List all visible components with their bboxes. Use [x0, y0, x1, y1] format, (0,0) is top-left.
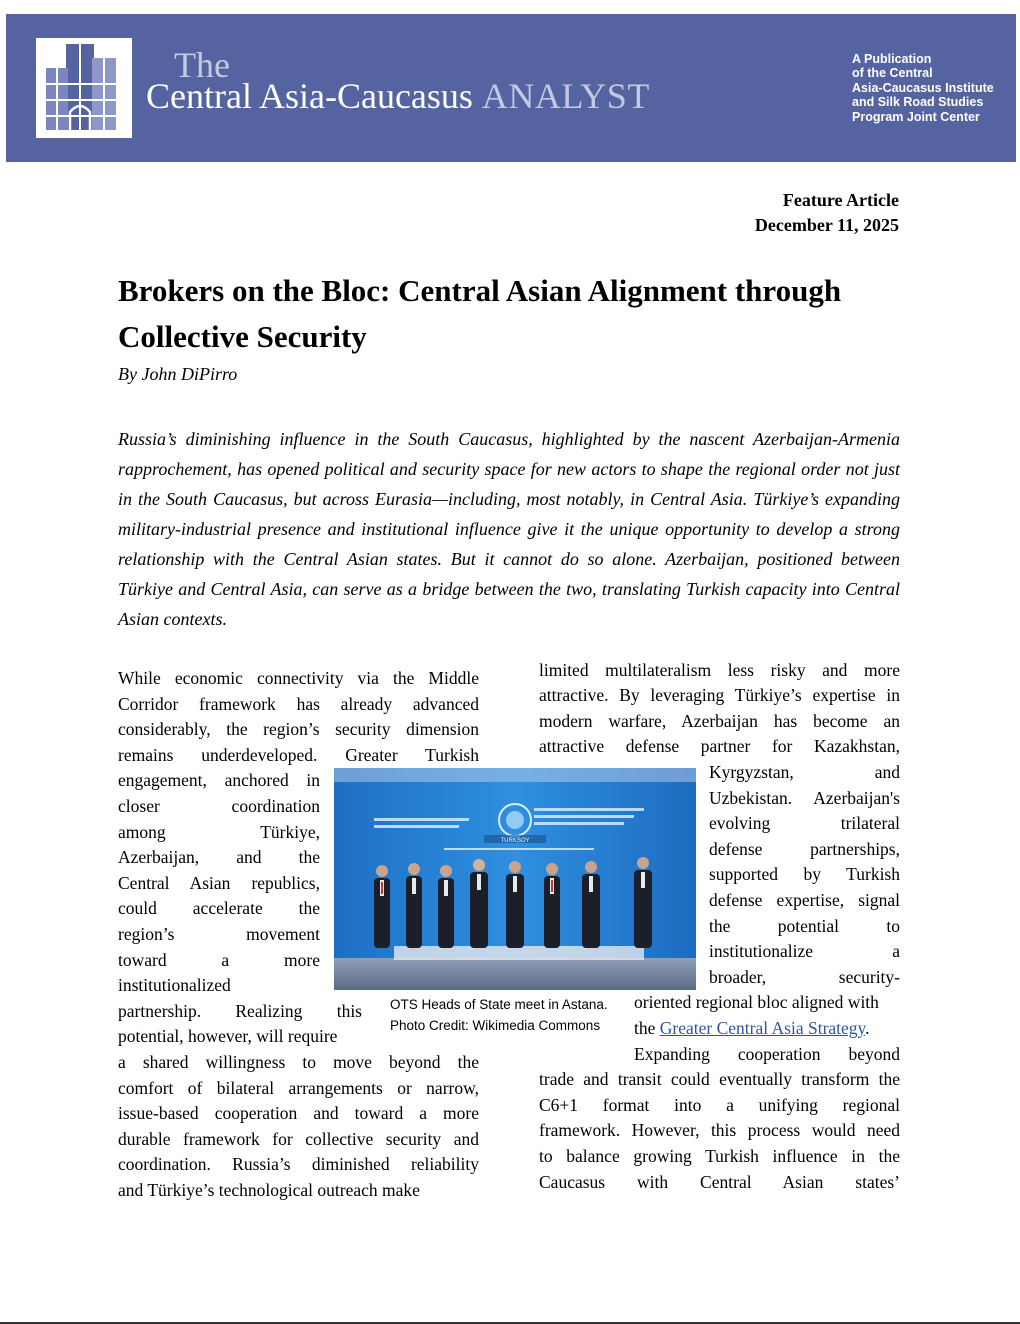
- text-line: could accelerate the: [118, 898, 320, 919]
- text-line: Azerbaijan, and the: [118, 847, 320, 868]
- text-line: Central Asian republics,: [118, 872, 320, 893]
- photo-banner-text: TURKSOY: [500, 838, 530, 844]
- text-line: institutionalized: [118, 975, 231, 996]
- text-line: C6+1 format into a unifying regional: [539, 1094, 900, 1115]
- text-line: toward a more: [118, 949, 320, 970]
- caption-credit: Photo Credit: Wikimedia Commons: [390, 1018, 601, 1033]
- text-line: defense expertise, signal: [709, 889, 900, 910]
- link-suffix: .: [865, 1017, 870, 1038]
- text-line: issue-based cooperation and toward a more: [118, 1103, 479, 1124]
- text-line: considerably, the region’s security dimension: [118, 719, 479, 740]
- text-line: and Türkiye’s technological outreach make: [118, 1179, 420, 1200]
- publication-info: [852, 52, 994, 124]
- text-line: closer coordination: [118, 795, 320, 816]
- text-line: While economic connectivity via the Middle: [118, 668, 479, 688]
- text-line: Caucasus with Central Asian states’: [539, 1171, 900, 1192]
- text-line: durable framework for collective security and: [118, 1128, 479, 1149]
- brand-the: The: [174, 45, 230, 85]
- left-column-bottom: [118, 1050, 479, 1204]
- publication-line: of the Central: [852, 66, 933, 81]
- right-column-mid: [634, 990, 900, 1067]
- abstract: Russia’s diminishing influence in the South Caucasus, highlighted by the nascent Azerbaijan-Armenia rapprochement, has opened political and security space for new actors to shape the regional order not just in the South Caucasus, but across Eurasia—including, most notably, in Central Asia. Türkiye’s expanding military-industrial presence and institutional influence give it the unique opportunity to develop a strong relationship with the Central Asian states. But it cannot do so alone. Azerbaijan, positioned between Türkiye and Central Asia, can serve as a bridge between the two, translating Turkish capacity into Central Asian contexts.: [118, 429, 900, 629]
- text-line: limited multilateralism less risky and more: [539, 659, 900, 680]
- text-line: Uzbekistan. Azerbaijan's: [709, 787, 900, 808]
- text-line: comfort of bilateral arrangements or narrow,: [118, 1077, 479, 1098]
- text-line: attractive. By leveraging Türkiye’s expertise in: [539, 685, 900, 706]
- publication-line: A Publication: [852, 52, 932, 66]
- text-line: trade and transit could eventually transform the: [539, 1069, 900, 1090]
- byline: By John DiPirro: [118, 364, 238, 384]
- text-line: to balance growing Turkish influence in the: [539, 1145, 900, 1166]
- text-line: evolving trilateral: [709, 813, 900, 834]
- text-line: attractive defense partner for Kazakhstan,: [539, 736, 900, 757]
- greater-central-asia-strategy-link[interactable]: Greater Central Asia Strategy: [659, 1017, 866, 1038]
- text-line: Corridor framework has already advanced: [118, 693, 479, 714]
- text-line: modern warfare, Azerbaijan has become an: [539, 710, 900, 731]
- brand-title: [146, 78, 650, 114]
- text-line: potential, however, will require: [118, 1026, 338, 1047]
- article-type: Feature Article: [782, 190, 899, 210]
- summit-photo: [334, 768, 696, 990]
- header-banner: [6, 14, 1016, 162]
- right-column-top: [539, 658, 900, 760]
- publication-line: Program Joint Center: [852, 109, 980, 124]
- publication-line: Asia-Caucasus Institute: [852, 80, 994, 95]
- article-date: December 11, 2025: [754, 215, 899, 235]
- text-line: a shared willingness to move beyond the: [118, 1052, 479, 1072]
- left-column-narrow: [118, 768, 320, 998]
- text-line: engagement, anchored in: [118, 770, 320, 791]
- brand-analyst-text: ANALYST: [481, 76, 650, 116]
- right-column-bottom: [539, 1067, 900, 1195]
- right-column-narrow: [709, 760, 900, 990]
- text-line: broader, security-: [709, 966, 900, 987]
- caption-line: OTS Heads of State meet in Astana.: [390, 997, 608, 1012]
- text-line: oriented regional bloc aligned with: [634, 992, 879, 1013]
- brand-main-text: Central Asia-Caucasus: [146, 76, 473, 116]
- publication-line: and Silk Road Studies: [852, 95, 984, 110]
- text-line: defense partnerships,: [709, 838, 900, 859]
- text-line: remains underdeveloped. Greater Turkish: [118, 744, 479, 765]
- article-title: Brokers on the Bloc: Central Asian Alignment through Collective Security: [118, 273, 842, 354]
- text-line: supported by Turkish: [709, 864, 900, 885]
- text-line: Kyrgyzstan, and: [709, 762, 900, 782]
- text-line: partnership. Realizing this: [118, 1000, 362, 1021]
- left-column-top: [118, 666, 479, 768]
- text-line: the potential to: [709, 915, 900, 936]
- text-line: coordination. Russia’s diminished reliability: [118, 1154, 479, 1175]
- photo-caption: [390, 994, 608, 1036]
- link-prefix: the: [634, 1017, 656, 1038]
- article-meta: [755, 188, 899, 238]
- text-line: Expanding cooperation beyond: [634, 1043, 900, 1064]
- text-line: among Türkiye,: [118, 821, 320, 842]
- text-line: region’s movement: [118, 923, 320, 944]
- text-line-with-link: [634, 1016, 900, 1042]
- left-column-mid: [118, 999, 362, 1050]
- text-line: framework. However, this process would need: [539, 1120, 900, 1141]
- logo-icon: [36, 38, 132, 138]
- text-line: institutionalize a: [709, 941, 900, 962]
